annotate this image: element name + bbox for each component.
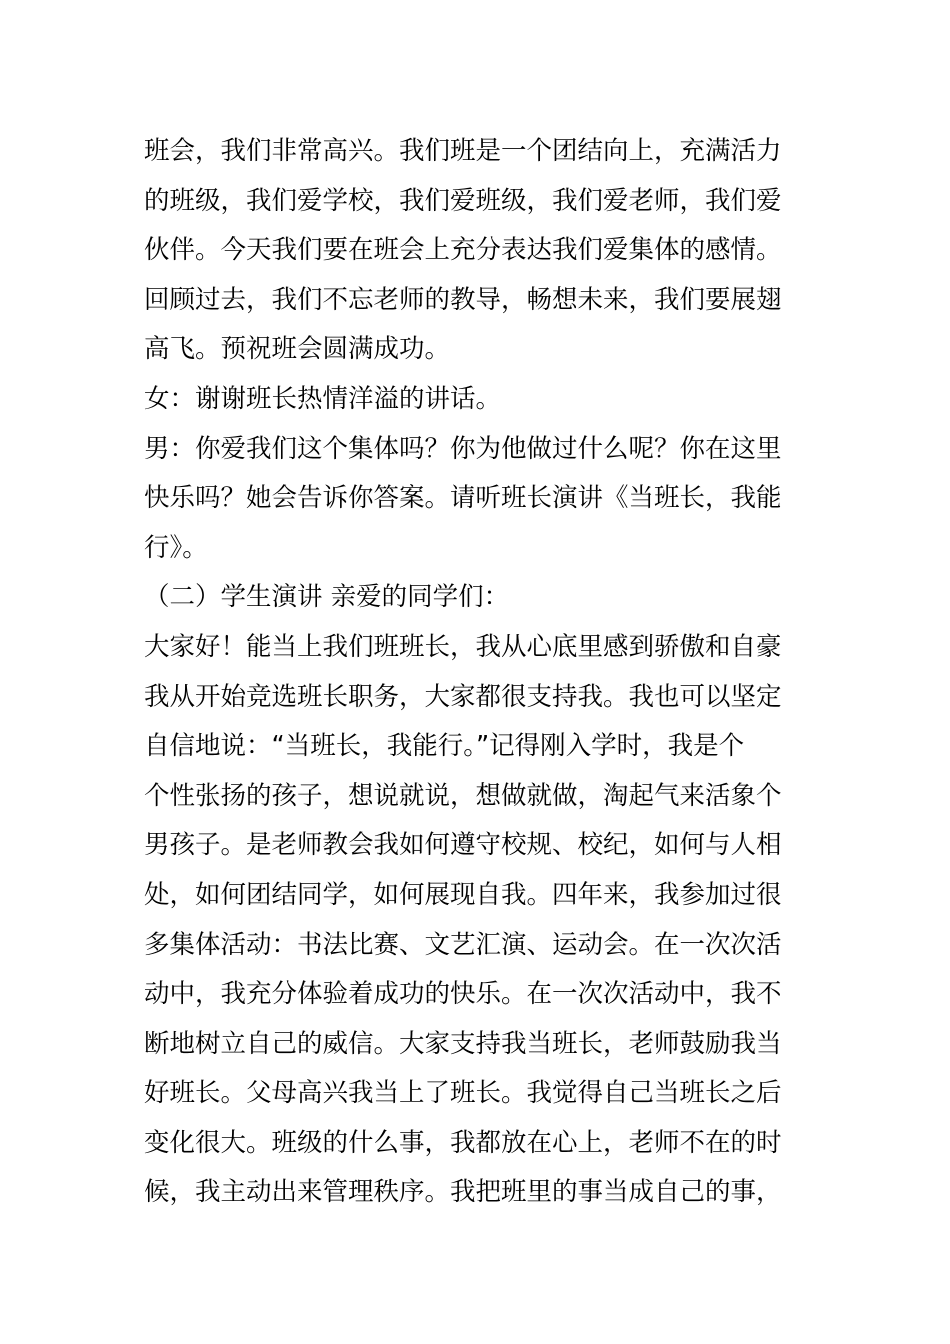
- text-line: 行》。: [144, 532, 208, 563]
- text-line: 男：你爱我们这个集体吗？你为他做过什么呢？你在这里: [144, 433, 782, 464]
- section-heading: （二）学生演讲 亲爱的同学们：: [144, 582, 510, 613]
- text-line: 大家好！能当上我们班班长，我从心底里感到骄傲和自豪: [144, 631, 782, 662]
- text-line: 好班长。父母高兴我当上了班长。我觉得自己当班长之后: [144, 1078, 782, 1109]
- text-line: 候，我主动出来管理秩序。我把班里的事当成自己的事，: [144, 1177, 782, 1208]
- text-line: 高飞。预祝班会圆满成功。: [144, 334, 451, 365]
- document-body: [144, 127, 812, 1218]
- text-line: 多集体活动：书法比赛、文艺汇演、运动会。在一次次活: [144, 929, 782, 960]
- text-line: 处，如何团结同学，如何展现自我。四年来，我参加过很: [144, 879, 782, 910]
- text-line: 回顾过去，我们不忘老师的教导，畅想未来，我们要展翅: [144, 284, 782, 315]
- text-line: 的班级，我们爱学校，我们爱班级，我们爱老师，我们爱: [144, 185, 782, 216]
- text-line: 断地树立自己的威信。大家支持我当班长，老师鼓励我当: [144, 1028, 782, 1059]
- text-line: 快乐吗？她会告诉你答案。请听班长演讲《当班长，我能: [144, 483, 782, 514]
- text-line: 伙伴。今天我们要在班会上充分表达我们爱集体的感情。: [144, 235, 782, 266]
- text-line: 我从开始竞选班长职务，大家都很支持我。我也可以坚定: [144, 681, 782, 712]
- text-line: 自信地说：“当班长，我能行。”记得刚入学时，我是个: [144, 731, 745, 762]
- text-line: 变化很大。班级的什么事，我都放在心上，老师不在的时: [144, 1127, 782, 1158]
- text-line: 女：谢谢班长热情洋溢的讲话。: [144, 383, 502, 414]
- text-line: 个性张扬的孩子，想说就说，想做就做，淘起气来活象个: [144, 780, 782, 811]
- text-line: 班会，我们非常高兴。我们班是一个团结向上，充满活力: [144, 136, 782, 166]
- text-line: 动中，我充分体验着成功的快乐。在一次次活动中，我不: [144, 979, 782, 1010]
- text-line: 男孩子。是老师教会我如何遵守校规、校纪，如何与人相: [144, 830, 782, 861]
